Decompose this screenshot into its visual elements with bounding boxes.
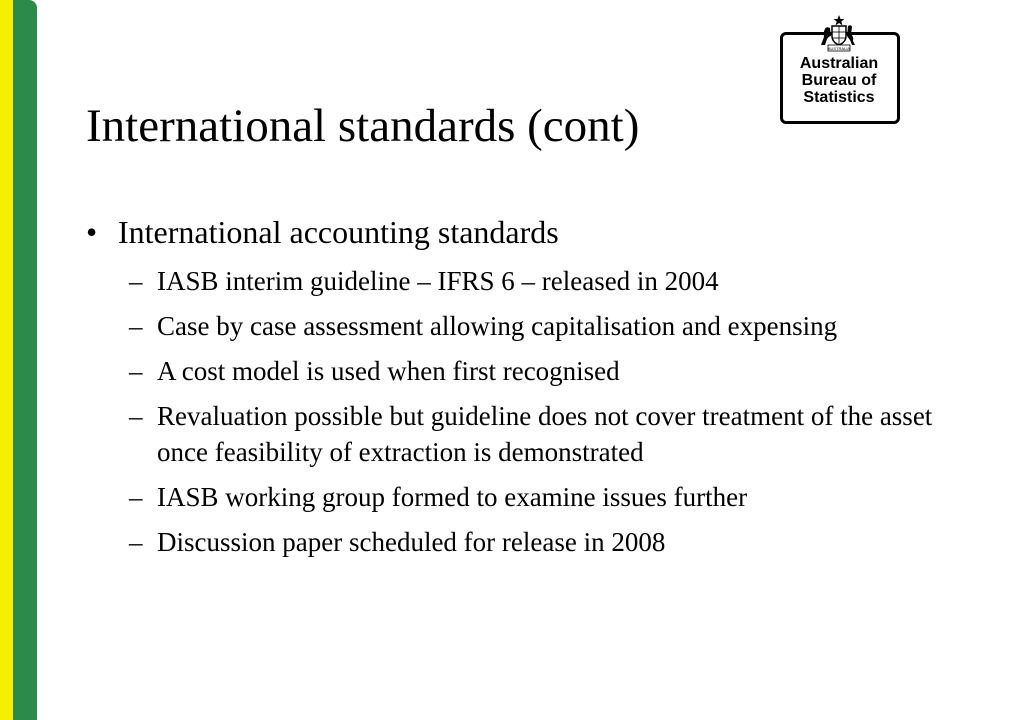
- sub-bullet-item: [86, 479, 946, 515]
- logo-line-1: Australian: [799, 55, 879, 72]
- sub-bullet-item: [86, 308, 946, 344]
- logo-line-3: Statistics: [803, 89, 875, 106]
- sub-bullet-item: [86, 524, 946, 560]
- sub-bullet-text: IASB working group formed to examine issues further: [157, 482, 748, 512]
- sub-bullet-dash: –: [129, 401, 143, 431]
- logo-line-2: Bureau of: [801, 72, 877, 89]
- sub-bullet-item: [86, 263, 946, 299]
- crest-ribbon-text: AUSTRALIA: [827, 46, 851, 51]
- sub-bullet-dash: –: [129, 356, 143, 386]
- sub-bullet-item: [86, 353, 946, 389]
- slide-title: International standards (cont): [86, 100, 640, 152]
- abs-logo: [778, 14, 900, 126]
- left-accent-green-bar: [13, 0, 37, 720]
- sub-bullet-text: IASB interim guideline – IFRS 6 – released in 2004: [157, 266, 719, 296]
- bullet-glyph: •: [86, 214, 98, 250]
- sub-bullet-dash: –: [129, 311, 143, 341]
- sub-bullet-text: Revaluation possible but guideline does not cover treatment of the asset once feasibility of extraction is demonstrated: [157, 401, 933, 467]
- sub-bullet-dash: –: [129, 266, 143, 296]
- sub-bullet-dash: –: [129, 527, 143, 557]
- bullet-item: [86, 210, 946, 254]
- left-accent-yellow-bar: [0, 0, 13, 720]
- sub-bullet-text: Discussion paper scheduled for release in 2008: [157, 527, 666, 557]
- sub-bullet-text: A cost model is used when first recognised: [157, 356, 620, 386]
- bullet-text: International accounting standards: [118, 214, 559, 250]
- sub-bullet-item: [86, 398, 946, 470]
- coat-of-arms-icon: [816, 14, 862, 52]
- slide-body: [86, 210, 946, 560]
- sub-bullet-dash: –: [129, 482, 143, 512]
- sub-bullet-text: Case by case assessment allowing capitalisation and expensing: [157, 311, 838, 341]
